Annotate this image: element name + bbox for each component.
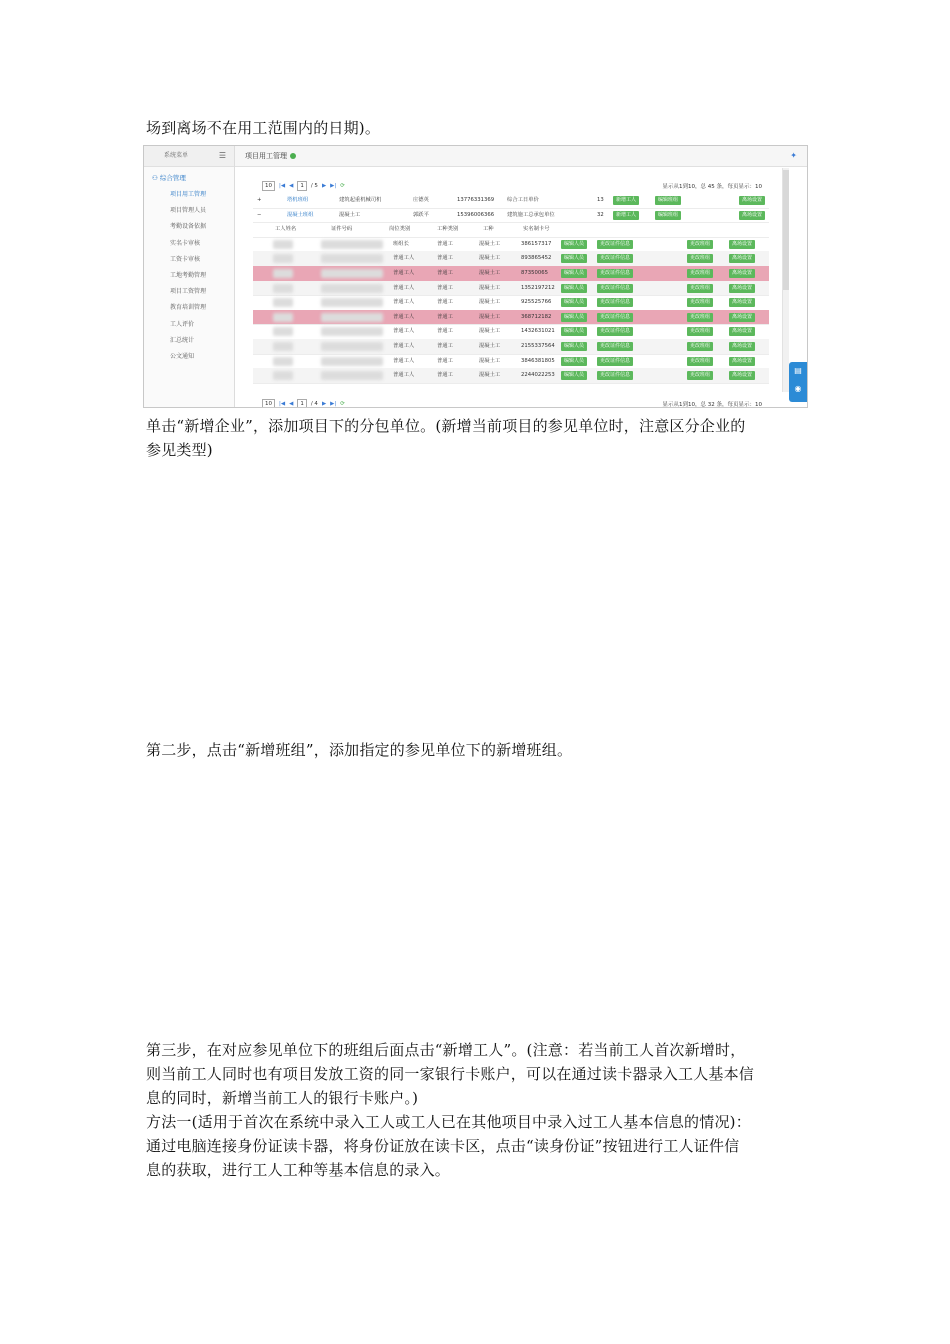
worker-trade: 混凝土工 [479,299,501,306]
prev-page-icon[interactable]: ◀ [289,401,294,407]
sidebar-header [144,146,234,167]
row-action-button[interactable]: 编辑人员 [561,269,587,278]
column-header: 实名制卡号 [523,226,550,233]
worker-row[interactable] [253,295,769,311]
row-action-button[interactable]: 编辑人员 [561,313,587,322]
row-action-button[interactable]: 新增工人 [613,196,639,205]
first-page-icon[interactable]: |◀ [279,401,286,407]
row-action-button[interactable]: 更改班组 [687,269,713,278]
worker-trade: 混凝土工 [479,255,501,262]
menu-toggle-icon[interactable]: ☰ [218,151,226,160]
row-action-button[interactable]: 离场设置 [729,254,755,263]
sidebar-group-label: 综合管理 [159,174,186,182]
row-action-button[interactable]: 离场设置 [739,211,765,220]
sidebar-title: 系统菜单 [164,152,189,159]
group-phone: 15396006366 [457,211,495,218]
text-line: 息的同时，新增当前工人的银行卡账户。) [146,1089,419,1107]
worker-card: 3846381805 [521,357,555,364]
redacted-name [273,284,293,293]
worker-role: 普通工人 [393,299,415,306]
text-line: 则当前工人同时也有项目发放工资的同一家银行卡账户，可以在通过读卡器录入工人基本信 [146,1065,755,1083]
worker-category: 普通工 [437,284,453,291]
row-action-button[interactable]: 更改证件信息 [597,371,633,380]
sidebar-item[interactable]: 工地考勤管理 [170,271,207,279]
row-action-button[interactable]: 离场设置 [739,196,765,205]
column-header: 证件号码 [331,226,353,233]
text-line: 单击“新增企业”，添加项目下的分包单位。(新增当前项目的参见单位时，注意区分企业的 [146,417,746,435]
redacted-id [321,298,383,307]
column-header: 工人姓名 [275,226,297,233]
first-page-icon[interactable]: |◀ [279,183,286,189]
pager-summary: 显示从1到10，总 45 条，每页显示：10 [662,184,762,190]
group-count: 13 [597,197,604,203]
sidebar-item[interactable]: 教育培训管理 [170,304,207,312]
worker-trade: 混凝土工 [479,240,501,247]
column-header: 岗位类别 [389,226,411,233]
worker-role: 普通工人 [393,372,415,379]
paragraph-intro [146,116,810,140]
row-action-button[interactable]: 编辑人员 [561,284,587,293]
column-header: 工种 [483,226,494,233]
worker-role: 普通工人 [393,343,415,349]
row-action-button[interactable]: 离场设置 [729,357,755,366]
row-action-button[interactable]: 离场设置 [729,298,755,307]
worker-category: 普通工 [437,328,453,335]
sidebar-item[interactable]: 考勤设备依据 [170,223,207,231]
row-action-button[interactable]: 更改班组 [687,327,713,336]
sidebar-item[interactable]: 项目工资管理 [170,288,207,296]
worker-category: 普通工 [437,240,453,247]
row-action-button[interactable]: 新增工人 [613,211,639,220]
row-action-button[interactable]: 更改班组 [687,240,713,249]
refresh-icon[interactable]: ⟳ [340,183,345,189]
row-action-button[interactable]: 更改证件信息 [597,342,633,351]
user-icon: ⚇ [152,174,158,182]
scroll-thumb[interactable] [783,170,789,290]
row-action-button[interactable]: 更改证件信息 [597,357,633,366]
redacted-name [273,357,293,366]
worker-category: 普通工 [437,299,453,306]
worker-row[interactable] [253,324,769,340]
text-line: 第二步，点击“新增班组”，添加指定的参见单位下的新增班组。 [146,741,573,759]
redacted-id [321,342,383,351]
pager-bottom [262,398,762,408]
vertical-scrollbar[interactable] [782,168,789,392]
sidebar-item[interactable]: 项目用工管理 [170,191,207,198]
page-count: / 5 [310,183,318,189]
group-company: 建筑起重机械司机 [339,197,382,203]
worker-category: 普通工 [437,313,453,320]
row-action-button[interactable]: 编辑班组 [655,196,681,205]
row-action-button[interactable]: 编辑人员 [561,357,587,366]
worker-trade: 混凝土工 [479,313,501,320]
worker-row[interactable] [253,368,769,384]
page-size-select[interactable]: 10 [262,399,275,408]
row-action-button[interactable]: 更改班组 [687,342,713,351]
text-line: 场到离场不在用工范围内的日期)。 [146,119,381,137]
worker-card: 893865452 [521,255,552,262]
worker-card: 1352197212 [521,284,555,291]
redacted-id [321,327,383,336]
expand-toggle[interactable]: − [257,211,262,218]
redacted-id [321,313,383,322]
row-action-button[interactable]: 编辑班组 [655,211,681,220]
next-page-icon[interactable]: ▶ [321,401,327,407]
redacted-name [273,327,293,336]
text-line: 通过电脑连接身份证读卡器，将身份证放在读卡区，点击“读身份证”按钮进行工人证件信 [146,1137,740,1155]
worker-role: 普通工人 [393,328,415,335]
worker-row[interactable] [253,354,769,370]
sidebar-item[interactable]: 工资卡审核 [170,255,201,263]
help-icon[interactable]: ◉ [794,384,802,393]
row-action-button[interactable]: 编辑人员 [561,371,587,380]
worker-trade: 混凝土工 [479,270,501,276]
sidebar [144,146,235,407]
last-page-icon[interactable]: ▶| [330,183,337,189]
sidebar-item[interactable]: 公文通知 [170,352,195,360]
sidebar-item[interactable]: 项目管理人员 [170,207,207,215]
embedded-screenshot [143,145,808,408]
paragraph-step3 [146,1038,810,1182]
sidebar-item[interactable]: 工人评价 [170,320,195,328]
row-action-button[interactable]: 离场设置 [729,240,755,249]
page-input[interactable]: 1 [297,399,307,408]
redacted-name [273,240,293,249]
redacted-name [273,371,293,380]
row-action-button[interactable]: 编辑人员 [561,298,587,307]
paragraph-step1 [146,414,810,462]
worker-trade: 混凝土工 [479,372,501,379]
row-action-button[interactable]: 离场设置 [729,284,755,293]
page-size-select[interactable]: 10 [262,181,275,191]
row-action-button[interactable]: 更改证件信息 [597,284,633,293]
worker-card: 386157317 [521,240,552,247]
row-action-button[interactable]: 更改班组 [687,298,713,307]
redacted-name [273,313,293,322]
sidebar-group[interactable] [144,167,234,187]
worker-card: 1432631021 [521,328,555,335]
redacted-id [321,284,383,293]
worker-category: 普通工 [437,343,453,349]
redacted-name [273,254,293,263]
row-action-button[interactable]: 更改证件信息 [597,240,633,249]
worker-card: 925525766 [521,299,552,306]
group-name[interactable]: 混凝土班组 [287,211,314,218]
worker-row[interactable] [253,266,769,282]
row-action-button[interactable]: 编辑人员 [561,240,587,249]
worker-category: 普通工 [437,372,453,379]
row-action-button[interactable]: 更改证件信息 [597,254,633,263]
next-page-icon[interactable]: ▶ [321,183,327,189]
worker-category: 普通工 [437,357,453,364]
text-line: 参见类型) [146,441,213,459]
redacted-id [321,269,383,278]
group-type: 建筑施工总承包单位 [507,211,555,218]
worker-trade: 混凝土工 [479,357,501,364]
row-action-button[interactable]: 编辑人员 [561,254,587,263]
status-dot-icon [290,153,296,159]
pager-summary: 显示从1到10，总 32 条，每页显示：10 [662,402,762,408]
worker-row[interactable] [253,251,769,267]
row-action-button[interactable]: 更改证件信息 [597,327,633,336]
row-action-button[interactable]: 离场设置 [729,327,755,336]
text-line: 第三步，在对应参见单位下的班组后面点击“新增工人”。(注意：若当前工人首次新增时， [146,1041,746,1059]
worker-row[interactable] [253,237,769,253]
row-action-button[interactable]: 更改证件信息 [597,313,633,322]
worker-trade: 混凝土工 [479,328,501,335]
group-phone: 13776331369 [457,197,495,203]
prev-page-icon[interactable]: ◀ [289,183,294,189]
worker-card: 87350065 [521,270,548,276]
text-line: 方法一(适用于首次在系统中录入工人或工人已在其他项目中录入过工人基本信息的情况)： [146,1113,751,1131]
group-name[interactable]: 塔机班组 [287,197,309,203]
redacted-name [273,298,293,307]
sidebar-item[interactable]: 汇总统计 [170,336,195,344]
pager-top [262,180,762,192]
tab-title: 项目用工管理 [245,152,287,160]
group-company: 混凝土工 [339,211,361,218]
tab-header [235,146,807,167]
worker-category: 普通工 [437,270,453,276]
side-float-tab[interactable] [789,362,807,402]
row-action-button[interactable]: 更改班组 [687,371,713,380]
worker-row[interactable] [253,281,769,297]
group-leader: 郭跃平 [413,211,429,218]
worker-trade: 混凝土工 [479,284,501,291]
page-input[interactable]: 1 [297,181,307,191]
worker-role: 普通工人 [393,270,415,276]
worker-trade: 混凝土工 [479,343,501,349]
worker-card: 368712182 [521,313,552,320]
row-action-button[interactable]: 离场设置 [729,342,755,351]
last-page-icon[interactable]: ▶| [330,401,337,407]
column-header: 工种类别 [437,226,459,233]
sidebar-items [144,187,234,365]
sidebar-item[interactable]: 实名卡审核 [170,239,201,247]
row-action-button[interactable]: 离场设置 [729,269,755,278]
worker-card: 2244022253 [521,372,555,379]
row-action-button[interactable]: 更改班组 [687,313,713,322]
row-action-button[interactable]: 更改证件信息 [597,269,633,278]
main-panel [235,146,807,407]
row-action-button[interactable]: 编辑人员 [561,327,587,336]
contacts-icon[interactable]: ▤ [794,366,802,375]
redacted-id [321,371,383,380]
redacted-id [321,240,383,249]
text-line: 息的获取，进行工人工种等基本信息的录入。 [146,1161,451,1179]
worker-role: 班组长 [393,240,409,247]
redacted-name [273,342,293,351]
row-action-button[interactable]: 离场设置 [729,313,755,322]
paragraph-step2 [146,738,810,762]
refresh-icon[interactable]: ⟳ [340,401,345,407]
row-action-button[interactable]: 更改班组 [687,284,713,293]
row-action-button[interactable]: 更改证件信息 [597,298,633,307]
pin-icon[interactable]: ✦ [790,151,797,160]
redacted-id [321,357,383,366]
worker-role: 普通工人 [393,284,415,291]
worker-role: 普通工人 [393,255,415,262]
worker-row[interactable] [253,339,769,355]
worker-role: 普通工人 [393,357,415,364]
row-action-button[interactable]: 离场设置 [729,371,755,380]
row-action-button[interactable]: 更改班组 [687,254,713,263]
worker-row[interactable] [253,310,769,326]
redacted-id [321,254,383,263]
group-row [253,208,769,224]
worker-role: 普通工人 [393,313,415,320]
worker-card: 2155337564 [521,343,555,349]
row-action-button[interactable]: 编辑人员 [561,342,587,351]
worker-header-row [253,222,769,238]
expand-toggle[interactable]: + [257,197,262,203]
group-row [253,193,769,209]
page-count: / 4 [310,401,318,407]
redacted-name [273,269,293,278]
group-leader: 庄德英 [413,197,429,203]
worker-category: 普通工 [437,255,453,262]
row-action-button[interactable]: 更改班组 [687,357,713,366]
group-type: 综合工日单价 [507,197,539,203]
group-count: 32 [597,211,604,218]
